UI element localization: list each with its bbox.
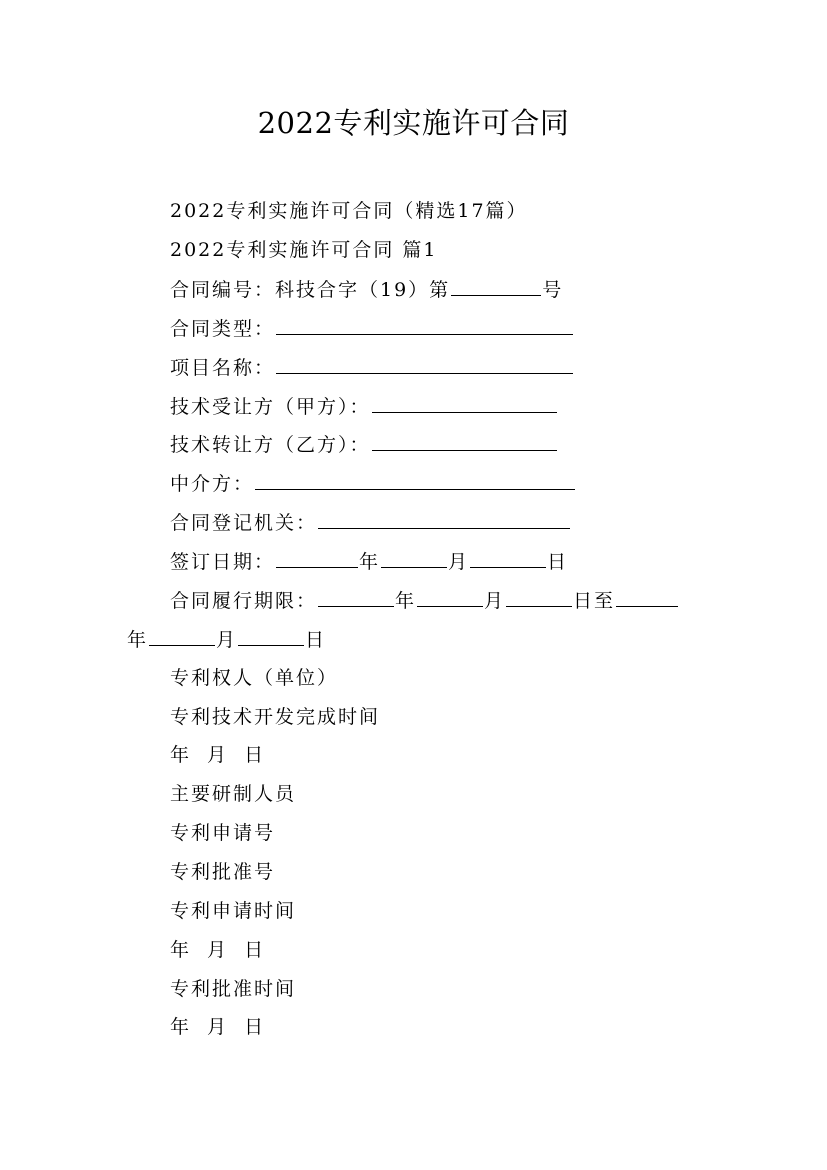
term-month2-blank xyxy=(149,626,215,646)
party-b-blank xyxy=(372,431,557,451)
sign-date-day: 日 xyxy=(547,551,569,573)
contract-type-line xyxy=(170,315,574,342)
term-line-continued xyxy=(127,626,326,653)
document-subtitle: 2022专利实施许可合同（精选17篇） xyxy=(170,200,528,222)
party-a-label: 技术受让方（甲方）： xyxy=(170,396,371,418)
list-item xyxy=(170,937,265,963)
registry-line xyxy=(170,509,571,536)
sign-date-line xyxy=(170,548,568,575)
sign-date-day-blank xyxy=(470,548,546,568)
contract-number-suffix: 号 xyxy=(542,279,564,301)
list-item-date: 年 月 日 xyxy=(170,939,266,961)
document-title: 2022专利实施许可合同 xyxy=(257,106,570,140)
project-name-blank xyxy=(276,354,573,374)
intermediary-line xyxy=(170,470,576,497)
term-year2: 年 xyxy=(127,629,149,651)
contract-number-label: 合同编号：科技合字（19）第 xyxy=(170,279,451,301)
term-month-blank xyxy=(417,587,483,607)
registry-blank xyxy=(318,509,570,529)
sign-date-year-blank xyxy=(276,548,358,568)
project-name-label: 项目名称： xyxy=(170,357,276,379)
party-a-blank xyxy=(372,393,557,413)
list-item xyxy=(170,742,265,768)
term-month: 月 xyxy=(484,590,506,612)
contract-number-line xyxy=(170,276,563,303)
registry-label: 合同登记机关： xyxy=(170,512,318,534)
term-line xyxy=(170,587,679,614)
list-item: 专利技术开发完成时间 xyxy=(170,706,381,728)
list-item: 专利申请时间 xyxy=(170,900,297,922)
section-heading: 2022专利实施许可合同 篇1 xyxy=(170,239,438,261)
sign-date-label: 签订日期： xyxy=(170,551,276,573)
list-item xyxy=(170,1014,265,1040)
sign-date-month-blank xyxy=(381,548,447,568)
term-label: 合同履行期限： xyxy=(170,590,318,612)
term-year: 年 xyxy=(395,590,417,612)
list-item: 专利权人（单位） xyxy=(170,667,339,689)
list-item: 专利申请号 xyxy=(170,822,276,844)
intermediary-label: 中介方： xyxy=(170,473,255,495)
term-day2-blank xyxy=(238,626,304,646)
contract-type-blank xyxy=(276,315,573,335)
project-name-line xyxy=(170,354,574,381)
list-item: 专利批准号 xyxy=(170,861,276,883)
term-day2: 日 xyxy=(305,629,327,651)
contract-number-blank xyxy=(451,276,541,296)
term-end-year-blank xyxy=(616,587,678,607)
list-item-date: 年 月 日 xyxy=(170,1016,266,1038)
list-item: 主要研制人员 xyxy=(170,783,297,805)
list-item: 专利批准时间 xyxy=(170,978,297,1000)
term-day-blank xyxy=(506,587,572,607)
party-b-label: 技术转让方（乙方）： xyxy=(170,434,371,456)
contract-type-label: 合同类型： xyxy=(170,318,276,340)
sign-date-year: 年 xyxy=(359,551,381,573)
party-a-line xyxy=(170,393,558,420)
intermediary-blank xyxy=(255,470,575,490)
list-item-date: 年 月 日 xyxy=(170,744,266,766)
party-b-line xyxy=(170,431,558,458)
term-day-to: 日至 xyxy=(573,590,616,612)
term-year-blank xyxy=(318,587,394,607)
sign-date-month: 月 xyxy=(448,551,470,573)
term-month2: 月 xyxy=(216,629,238,651)
